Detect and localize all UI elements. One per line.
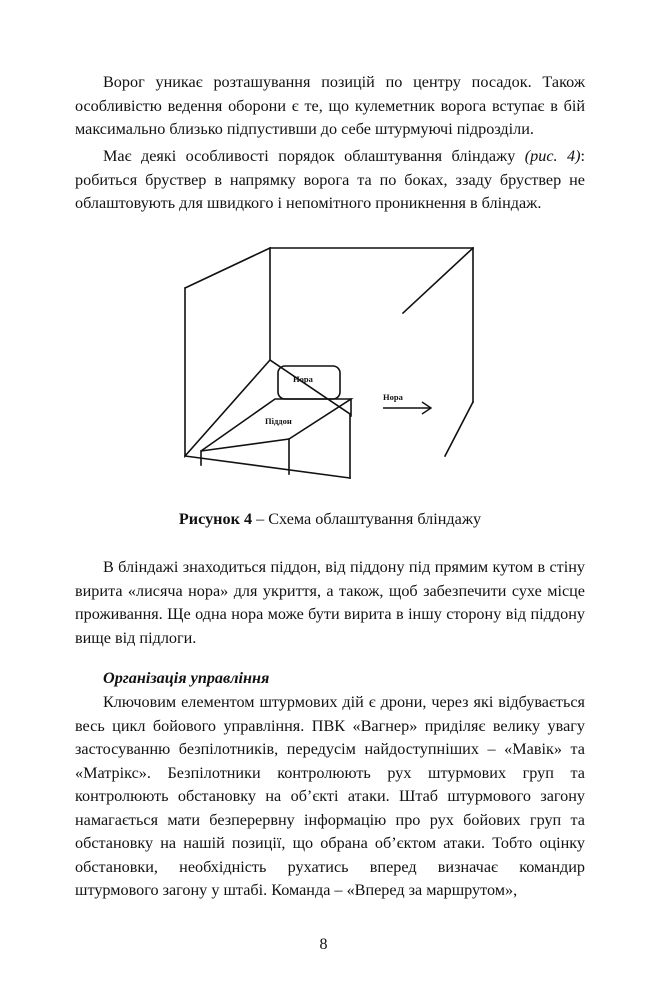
floor-front bbox=[185, 456, 350, 478]
paragraph-enemy-positions: Ворог уникає розташування позицій по центру посадок. Також особливістю ведення оборони є те, що кулеметник ворога вступає в бій максимально близько підпустивши до себе штурмуючі підрозділи. bbox=[75, 73, 585, 138]
page-number: 8 bbox=[319, 936, 328, 953]
paragraph-dugout-features bbox=[75, 145, 585, 216]
nora-arrow-label: Нора bbox=[383, 392, 403, 402]
figure-caption bbox=[75, 508, 585, 530]
left-wall bbox=[185, 248, 270, 456]
piddon-label: Піддон bbox=[265, 416, 292, 426]
dugout-diagram bbox=[175, 238, 505, 498]
paragraph-dugout-text-end: : робиться бруствер в напрямку ворога та по боках, ззаду бруствер не облаштовують для швидкого і непомітного проникнення в бліндаж. bbox=[75, 147, 585, 212]
right-wall-floor bbox=[445, 402, 473, 456]
figure-reference: (рис. 4) bbox=[524, 147, 581, 165]
nora-box-label: Нора bbox=[293, 374, 313, 384]
figure-caption-label: Рисунок 4 bbox=[178, 510, 253, 528]
section-heading: Організація управління bbox=[103, 669, 270, 687]
paragraph-dugout-text-start: Має деякі особливості порядок облаштування бліндажу bbox=[103, 147, 525, 165]
paragraph-dugout-description: В бліндажі знаходиться піддон, від піддону під прямим кутом в стіну вирита «лисяча нора» для укриття, а також, щоб забезпечити сухе місце проживання. Ще одна нора може бути вирита в іншу сторону від піддону вище від підлоги. bbox=[75, 558, 585, 647]
right-wall-top bbox=[403, 248, 473, 313]
figure-caption-text: – Схема облаштування бліндажу bbox=[252, 510, 482, 528]
paragraph-drone-control: Ключовим елементом штурмових дій є дрони, через які відбувається весь цикл бойового управління. ПВК «Вагнер» приділяє велику увагу застосуванню безпілотників, передусім найдоступніших – «Мавік» та «Матрікс». Безпілотники контролюють рух штурмових груп та контролюють обстановку на об’єкті атаки. Штаб штурмового загону намагається мати безперервну інформацію про рух бойових груп та обстановку на нашій позиції, що обрана об’єктом атаки. Тобто оцінку обстановки, необхідність рухатись вперед визначає командир штурмового загону у штабі. Команда – «Вперед за маршрутом», bbox=[75, 693, 585, 899]
